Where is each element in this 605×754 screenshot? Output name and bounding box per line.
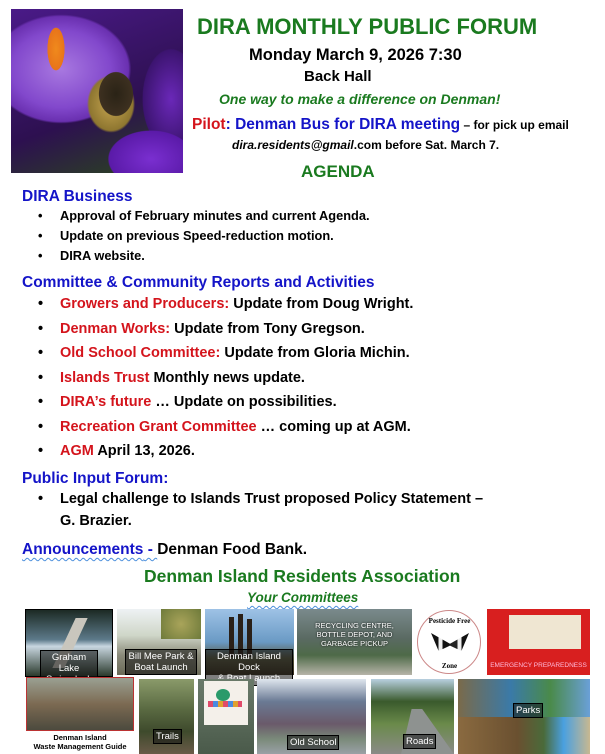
meeting-location: Back Hall: [304, 68, 372, 85]
business-item: • Update on previous Speed-reduction motion.: [22, 226, 370, 246]
tile-trails[interactable]: [139, 679, 194, 754]
tile-graham-lake[interactable]: [25, 609, 113, 677]
committee-name: Old School Committee:: [60, 345, 221, 361]
pilot-email-tail: .com before Sat. March 7.: [353, 138, 500, 152]
tile-caption: RECYCLING CENTRE, BOTTLE DEPOT, AND GARBAGE PICKUP: [315, 621, 394, 648]
tile-waste-guide[interactable]: [25, 677, 135, 754]
committee-detail: April 13, 2026.: [93, 443, 195, 459]
tile-old-school[interactable]: [257, 679, 366, 754]
committee-item: [22, 366, 413, 391]
kids-figures: [208, 701, 242, 707]
business-item: • Approval of February minutes and current Agenda.: [22, 206, 370, 226]
tile-caption: EMERGENCY PREPAREDNESS: [490, 662, 587, 669]
public-input-item: • Legal challenge to Islands Trust proposed Policy Statement –: [22, 488, 483, 510]
tile-pesticide-free[interactable]: [415, 609, 484, 675]
committee-item: [22, 390, 413, 415]
committees-subtitle: Your Committees: [247, 590, 359, 605]
committee-name: DIRA’s future: [60, 394, 152, 410]
tree-icon: [216, 689, 230, 701]
trees-shape: [161, 609, 201, 639]
pilot-notice: [192, 116, 569, 134]
committee-detail: Update from Tony Gregson.: [170, 320, 365, 337]
tile-parks[interactable]: [458, 679, 590, 754]
tile-caption-bottom: Zone: [441, 662, 458, 670]
pilot-colon: :: [225, 116, 231, 133]
business-section: [22, 188, 370, 266]
tile-emergency-preparedness[interactable]: [487, 609, 590, 675]
announcements-dash: -: [143, 541, 158, 558]
page-title: DIRA MONTHLY PUBLIC FORUM: [197, 14, 538, 39]
announcements: [22, 541, 307, 559]
org-name: Denman Island Residents Association: [144, 566, 461, 586]
announcements-text: Denman Food Bank.: [157, 541, 308, 558]
tile-caption: Denman Island Dock: [205, 649, 293, 686]
tile-caption: Old School: [287, 735, 339, 750]
announcements-label: Announcements: [22, 541, 144, 558]
tile-roads[interactable]: [371, 679, 454, 754]
agenda-heading: AGENDA: [301, 162, 375, 181]
tile-caption: Bill Mee Park & Boat Launch: [125, 649, 197, 675]
committee-detail: Update from Doug Wright.: [229, 296, 414, 312]
building-photo: [26, 677, 134, 731]
committee-item: [22, 415, 413, 440]
business-item: • DIRA website.: [22, 246, 370, 266]
committees-section: [22, 274, 413, 464]
committee-item: [22, 292, 413, 317]
committee-name: Growers and Producers:: [60, 296, 230, 312]
tile-denman-dock[interactable]: [205, 609, 294, 675]
tile-bill-mee-park[interactable]: [117, 609, 201, 675]
committee-item: [22, 439, 413, 464]
committees-heading: Committee & Community Reports and Activities: [22, 274, 375, 291]
tile-caption: Graham Lake: [40, 650, 98, 687]
committee-item: [22, 341, 413, 366]
parks-collage: [458, 717, 590, 754]
tile-recycling-centre[interactable]: [297, 609, 412, 675]
notice-paper: [509, 615, 581, 649]
pilot-email-link[interactable]: dira.residents@gmail: [232, 138, 354, 152]
public-input-item-cont: G. Brazier.: [60, 513, 132, 529]
committee-name: Recreation Grant Committee: [60, 418, 257, 435]
committee-name: Denman Works:: [60, 320, 171, 337]
committee-name: AGM: [60, 443, 94, 459]
committee-detail: Monthly news update.: [149, 369, 305, 386]
meeting-date: Monday March 9, 2026 7:30: [249, 46, 462, 64]
tile-caption: Denman Island Waste Management Guide: [33, 733, 127, 751]
public-input-heading: Public Input Forum:: [22, 470, 169, 487]
public-input-section: [22, 470, 483, 532]
committee-detail: Update from Gloria Michin.: [220, 345, 410, 361]
tagline: One way to make a difference on Denman!: [219, 91, 501, 107]
tile-caption: Trails: [153, 729, 182, 744]
tile-caption: Roads: [403, 734, 436, 749]
pilot-label: Pilot: [192, 116, 226, 133]
bee-on-crocus-photo: [11, 9, 183, 173]
business-heading: DIRA Business: [22, 188, 133, 205]
pilot-email-line: [232, 138, 499, 152]
pilot-title: Denman Bus for DIRA meeting: [230, 116, 461, 133]
pilot-note: – for pick up email: [460, 118, 569, 132]
committee-item: [22, 317, 413, 342]
tile-caption: Parks: [513, 703, 543, 718]
committee-detail: … coming up at AGM.: [256, 418, 411, 435]
committee-detail: … Update on possibilities.: [151, 394, 337, 410]
tile-caption-top: Pesticide Free: [428, 617, 471, 625]
tile-kids-climate-action[interactable]: [198, 679, 254, 754]
committee-name: Islands Trust: [60, 369, 150, 386]
